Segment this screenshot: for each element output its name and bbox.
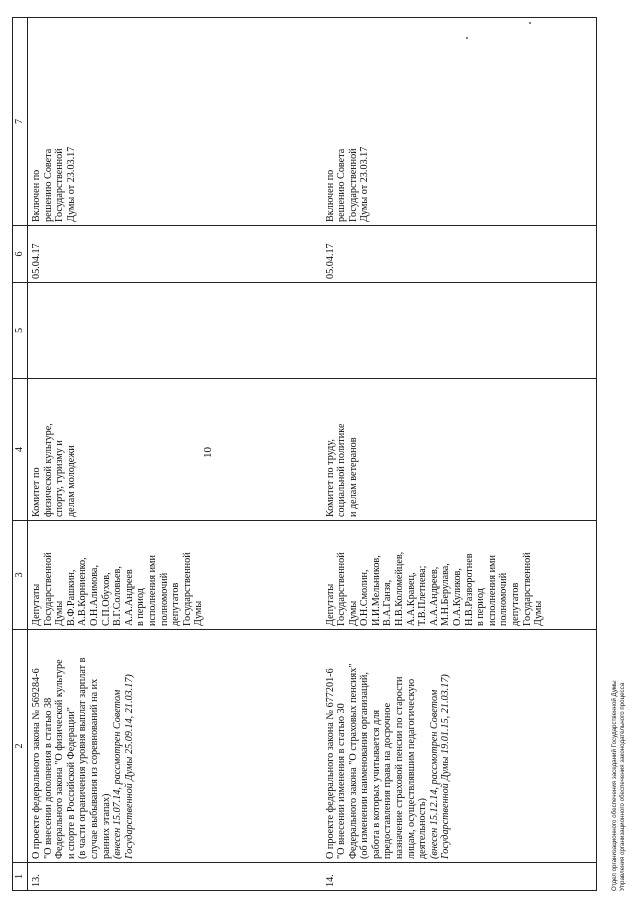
decision-note-text: Включен по решению Совета Государственной Думы от 23.03.17 <box>31 146 77 222</box>
scan-speck <box>466 37 468 39</box>
decision-note <box>28 18 305 226</box>
footer-line: Отдел организационного обеспечения заседаний Государственной Думы <box>611 680 618 891</box>
bill-authors-text: Депутаты Государственной Думы О.Н.Смолин, И.И.Мельников, В.А.Ганзя, Н.В.Коломейцев, А.А.Кравец, Т.В.Плетнева; А.А.Андреев, М.Н.Берулава, О.А.Куликов, Н.В.Разворотнев в период исполнения ими полномочий депутатов Государственной Думы <box>324 551 545 626</box>
consideration-date-text: 05.04.17 <box>31 243 42 279</box>
responsible-committee <box>28 379 305 521</box>
bill-description <box>305 630 597 863</box>
column-5-cell <box>305 283 597 379</box>
column-header: 6 <box>13 226 28 283</box>
column-header: 2 <box>13 630 28 863</box>
bill-description-text: О проекте федерального закона № 569284-6 "О внесении дополнения в статью 38 Федерального закона "О физической культуре и спорте в Российской Федерации" (в части ограничения уровня выплат зарплат в случае выбывания из соревнований на их ранних этапах) <box>31 657 112 859</box>
bill-description-text: О проекте федерального закона № 677201-6 "О внесении изменения в статью 30 Федерального закона "О страховых пенсиях" (об изменении наименования организаций, работа в которых учитывается для предоставления права на досрочное назначение страховой пенсии по старости лицам, осуществлявшим педагогическую деятельность) <box>324 663 429 859</box>
bill-description-note: (внесен 15.12.14, рассмотрен Советом Государственной Думы 19.01.15, 21.03.17) <box>428 674 452 859</box>
bill-authors-text: Депутаты Государственной Думы В.Ф.Рашкин, А.В.Корниенко, О.Н.Алимова, С.П.Обухов, В.Г.Соловьев, А.А.Андреев в период исполнения ими полномочий депутатов Государственной Думы <box>31 552 205 626</box>
scan-speck <box>529 22 531 24</box>
bill-authors <box>305 521 597 630</box>
column-header: 4 <box>13 379 28 521</box>
decision-note-text: Включен по решению Совета Государственной Думы от 23.03.17 <box>324 146 371 222</box>
table-row <box>305 18 597 891</box>
column-header: 5 <box>13 283 28 379</box>
row-number: 13. <box>28 863 305 891</box>
footer-line: Управления организационного обеспечения законодательного процесса <box>619 682 626 891</box>
responsible-committee-text: Комитет по труду, социальной политике и делам ветеранов <box>324 423 359 517</box>
consideration-date <box>305 226 597 283</box>
page-footer <box>611 680 627 891</box>
row-number: 14. <box>305 863 597 891</box>
bill-description-note: (внесен 15.07.14, рассмотрен Советом Государственной Думы 25.09.14, 21.03.17) <box>112 674 135 859</box>
column-header: 1 <box>13 863 28 891</box>
agenda-table <box>12 17 597 891</box>
responsible-committee-text: Комитет по физической культуре, спорту, туризму и делам молодежи <box>31 423 77 517</box>
consideration-date-text: 05.04.17 <box>324 243 336 279</box>
table-row <box>28 18 305 891</box>
page-number: 10 <box>202 447 214 458</box>
column-header: 7 <box>13 18 28 226</box>
bill-description <box>28 630 305 863</box>
decision-note <box>305 18 597 226</box>
column-5-cell <box>28 283 305 379</box>
table-header-row <box>13 18 28 891</box>
responsible-committee <box>305 379 597 521</box>
column-header: 3 <box>13 521 28 630</box>
consideration-date <box>28 226 305 283</box>
bill-authors <box>28 521 305 630</box>
